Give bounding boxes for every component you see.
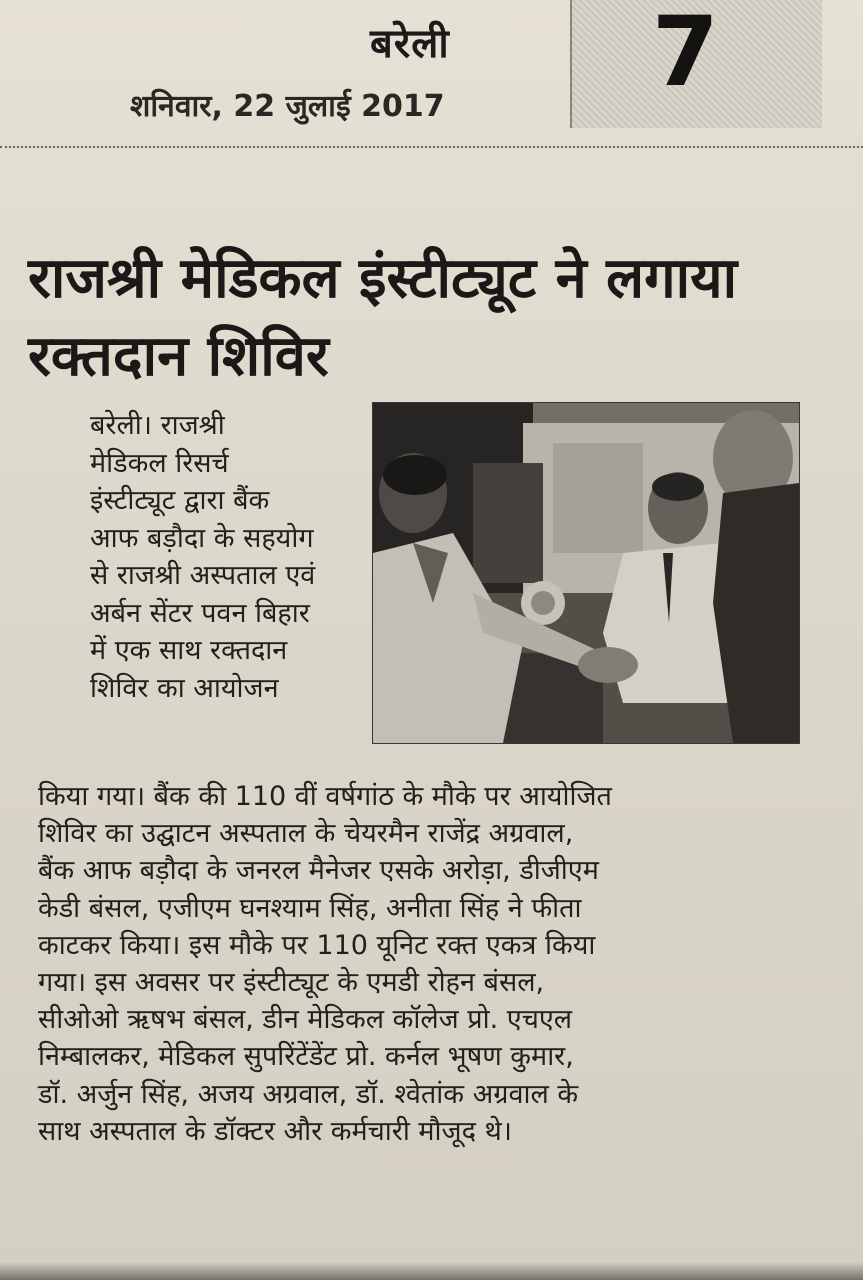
body-line: में एक साथ रक्तदान: [90, 635, 288, 666]
body-line: सीओओ ऋषभ बंसल, डीन मेडिकल कॉलेज प्रो. एचएल: [38, 1004, 573, 1036]
body-line: अर्बन सेंटर पवन बिहार: [90, 597, 310, 629]
body-line: से राजश्री अस्पताल एवं: [90, 560, 316, 591]
masthead-divider: [0, 146, 863, 148]
body-line: मेडिकल रिसर्च: [90, 447, 229, 479]
body-line: डॉ. अर्जुन सिंह, अजय अग्रवाल, डॉ. श्वेतांक अग्रवाल के: [38, 1078, 579, 1110]
body-line: निम्बालकर, मेडिकल सुपरिंटेंडेंट प्रो. कर्नल भूषण कुमार,: [38, 1041, 574, 1073]
body-line: काटकर किया। इस मौके पर 110 यूनिट रक्त एकत्र किया: [38, 929, 596, 961]
body-line: किया गया। बैंक की 110 वीं वर्षगांठ के मौके पर आयोजित: [38, 781, 612, 812]
article-headline: [28, 240, 828, 396]
edition-city: बरेली: [370, 21, 450, 67]
body-line: बैंक आफ बड़ौदा के जनरल मैनेजर एसके अरोड़ा, डीजीएम: [38, 855, 599, 887]
body-line: इंस्टीट्यूट द्वारा बैंक: [90, 485, 270, 516]
body-line: शिविर का आयोजन: [90, 672, 279, 704]
headline-line-2: रक्तदान शिविर: [28, 324, 329, 389]
article-body-column: [38, 778, 838, 1150]
masthead: [0, 0, 863, 150]
body-line: शिविर का उद्घाटन अस्पताल के चेयरमैन राजेंद्र अग्रवाल,: [38, 818, 574, 850]
body-line: केडी बंसल, एजीएम घनश्याम सिंह, अनीता सिंह ने फीता: [38, 892, 582, 924]
headline-line-1: राजश्री मेडिकल इंस्टीट्यूट ने लगाया: [28, 246, 738, 311]
edition-date: शनिवार, 22 जुलाई 2017: [130, 89, 445, 124]
body-line: आफ बड़ौदा के सहयोग: [90, 522, 314, 554]
body-line: साथ अस्पताल के डॉक्टर और कर्मचारी मौजूद थे।: [38, 1115, 512, 1147]
next-article-bleed: [0, 1262, 863, 1280]
body-line: बरेली। राजश्री: [90, 410, 225, 441]
article-photo: [372, 402, 800, 744]
page-number: 7: [652, 0, 719, 108]
body-line: गया। इस अवसर पर इंस्टीट्यूट के एमडी रोहन बंसल,: [38, 966, 545, 998]
article-lead-column: [90, 407, 360, 707]
page-number-box: [570, 0, 822, 128]
